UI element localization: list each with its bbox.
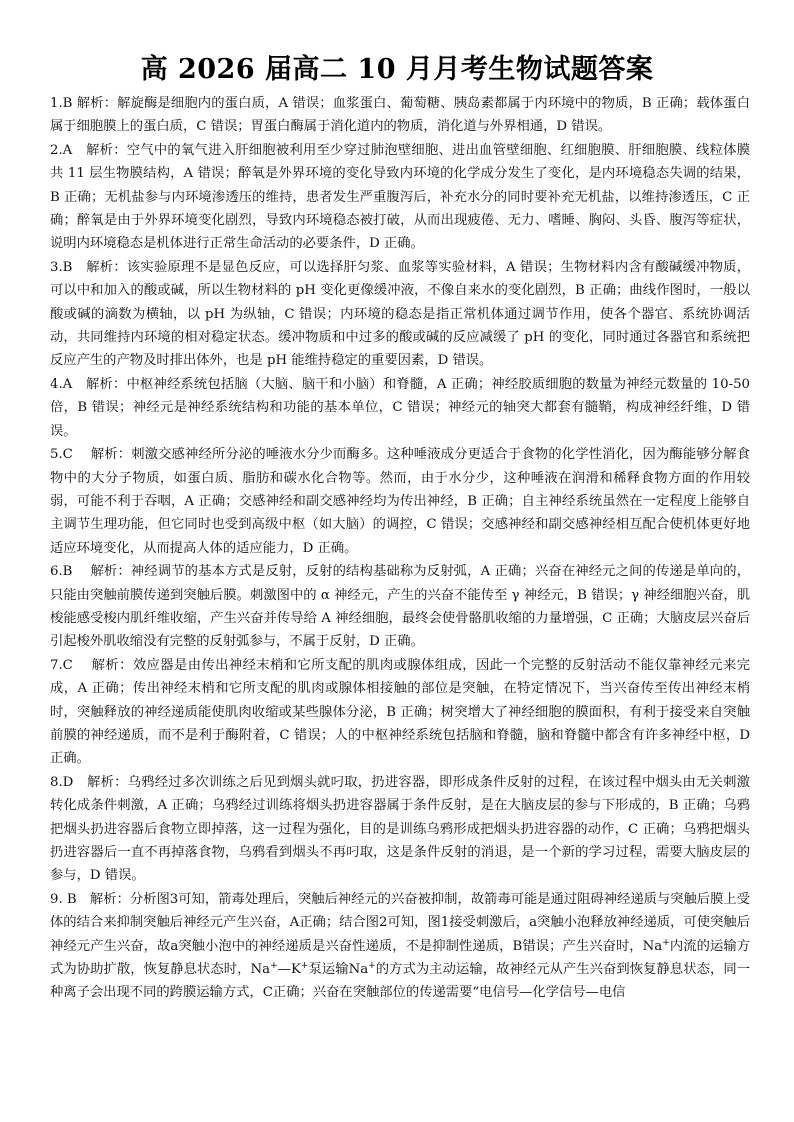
answer-list [50, 92, 750, 1005]
superscript-plus: + [662, 937, 670, 948]
answer-item-8: 8.D 解析：乌鸦经过多次训练之后见到烟头就叼取，扔进容器，即形成条件反射的过程，在该过程中烟头由无关刺激转化成条件刺激，A 正确；乌鸦经过训练将烟头扔进容器属于条件反射，是在大脑皮层的参与下形成的，B 正确；乌鸦把烟头扔进容器后食物立即掉落，这一过程为强化，目的是训练乌鸦形成把烟头扔进容器的动作，C 正确；乌鸦把烟头扔进容器后一直不再掉落食物，乌鸦看到烟头不再叼取，这是条件反射的消退，是一个新的学习过程，需要大脑皮层的参与，D 错误。 [50, 774, 750, 884]
answer-item-6: 6.B 解析：神经调节的基本方式是反射，反射的结构基础称为反射弧，A 正确；兴奋在神经元之间的传递是单向的，只能由突触前膜传递到突触后膜。刺激图中的 α 神经元，产生的兴奋不能传至 γ 神经元，B 错误；γ 神经细胞兴奋，肌梭能感受梭内肌纤维收缩，产生兴奋并传导给 A 神经细胞，最终会使骨骼肌收缩的力量增强，C 正确；大脑皮层兴奋后引起梭外肌收缩没有完整的反射弧参与，不属于反射，D 正确。 [50, 564, 750, 650]
answer-item-9 [50, 888, 750, 1005]
answer-item-2: 2.A 解析：空气中的氧气进入肝细胞被利用至少穿过肺泡壁细胞、进出血管壁细胞、红细胞膜、肝细胞膜、线粒体膜共 11 层生物膜结构，A 错误；醉氧是外界环境的变化导致内环境的化学成分发生了变化，是内环境稳态失调的结果，B 正确；无机盐参与内环境渗透压的维持，患者发生严重腹泻后，补充水分的同时要补充无机盐，以维持渗透压，C 正确；醉氧是由于外界环境变化剧烈，导致内环境稳态被打破，从而出现疲倦、无力、嗜睡、胸闷、头昏、腹泻等症状，说明内环境稳态是机体进行正常生命活动的必要条件，D 正确。 [50, 142, 750, 252]
answer-item-3: 3.B 解析：该实验原理不是显色反应，可以选择肝匀浆、血浆等实验材料，A 错误；生物材料内含有酸碱缓冲物质，可以中和加入的酸或碱，所以生物材料的 pH 变化更像缓冲液，不像自来水的变化剧烈，B 正确；曲线作图时，一般以酸或碱的滴数为横轴，以 pH 为纵轴，C 错误；内环境的稳态是指正常机体通过调节作用，使各个器官、系统协调活动，共同维持内环境的相对稳定状态。缓冲物质和中过多的酸或碱的反应减缓了 pH 的变化，同时通过各器官和系统把反应产生的产物及时排出体外，也是 pH 能维持稳定的重要因素，D 错误。 [50, 259, 750, 369]
answer-item-9-part-a: 9. B 解析：分析图3可知，箭毒处理后，突触后神经元的兴奋被抑制，故箭毒可能是通过阻碍神经递质与突触后膜上受体的结合来抑制突触后神经元产生兴奋，A正确；结合图2可知，图1接受刺激后，a突触小泡释放神经递质，可使突触后神经元产生兴奋，故a突触小泡中的神经递质是兴奋性递质，不是抑制性递质，B错误；产生兴奋时，Na [50, 891, 750, 954]
page-title: 高 2026 届高二 10 月月考生物试题答案 [140, 54, 654, 85]
answer-item-1: 1.B 解析：解旋酶是细胞内的蛋白质，A 错误；血浆蛋白、葡萄糖、胰岛素都属于内环境中的物质，B 正确；载体蛋白属于细胞膜上的蛋白质，C 错误；胃蛋白酶属于消化道内的物质，消化道与外界相通，D 错误。 [50, 96, 750, 135]
answer-item-9-part-e: 的方式为主动运输，故神经元从产生兴奋到恢复静息状态，同一种离子会出现不同的跨膜运输方式，C正确；兴奋在突触部位的传递需要“电信号—化学信号—电信 [50, 962, 751, 1001]
answer-item-9-part-c: —K [277, 962, 301, 978]
superscript-plus: + [368, 961, 376, 972]
answer-item-9-part-b: 内流的运输方式为协助扩散，恢复静息状态时，Na [50, 938, 751, 978]
answer-item-7: 7.C 解析：效应器是由传出神经末梢和它所支配的肌肉或腺体组成，因此一个完整的反射活动不能仅靠神经元来完成，A 正确；传出神经末梢和它所支配的肌肉或腺体相接触的部位是突触，在特定情况下，当兴奋传至传出神经末梢时，突触释放的神经递质能使肌肉收缩或某些腺体分泌，B 正确；树突增大了神经细胞的膜面积，有利于接受来自突触前膜的神经递质，而不是利于酶附着，C 错误；人的中枢神经系统包括脑和脊髓，脑和脊髓中都含有许多神经中枢，D 正确。 [50, 657, 750, 767]
answer-item-5: 5.C 解析：刺激交感神经所分泌的唾液水分少而酶多。这种唾液成分更适合于食物的化学性消化，因为酶能够分解食物中的大分子物质，如蛋白质、脂肪和碳水化合物等。然而，由于水分少，这种唾液在润滑和稀释食物方面的作用较弱，可能不利于吞咽，A 正确；交感神经和副交感神经均为传出神经，B 正确；自主神经系统虽然在一定程度上能够自主调节生理功能，但它同时也受到高级中枢（如大脑）的调控，C 错误；交感神经和副交感神经相互配合使机体更好地适应环境变化，从而提高人体的适应能力，D 正确。 [50, 447, 750, 556]
answer-item-9-part-d: 泵运输Na [308, 962, 369, 978]
superscript-plus: + [270, 961, 278, 972]
answer-item-4: 4.A 解析：中枢神经系统包括脑（大脑、脑干和小脑）和脊髓，A 正确；神经胶质细胞的数量为神经元数量的 10-50 倍，B 错误；神经元是神经系统结构和功能的基本单位，C 错误；神经元的轴突大都套有髓鞘，构成神经纤维，D 错误。 [50, 376, 750, 439]
superscript-plus: + [300, 961, 309, 972]
